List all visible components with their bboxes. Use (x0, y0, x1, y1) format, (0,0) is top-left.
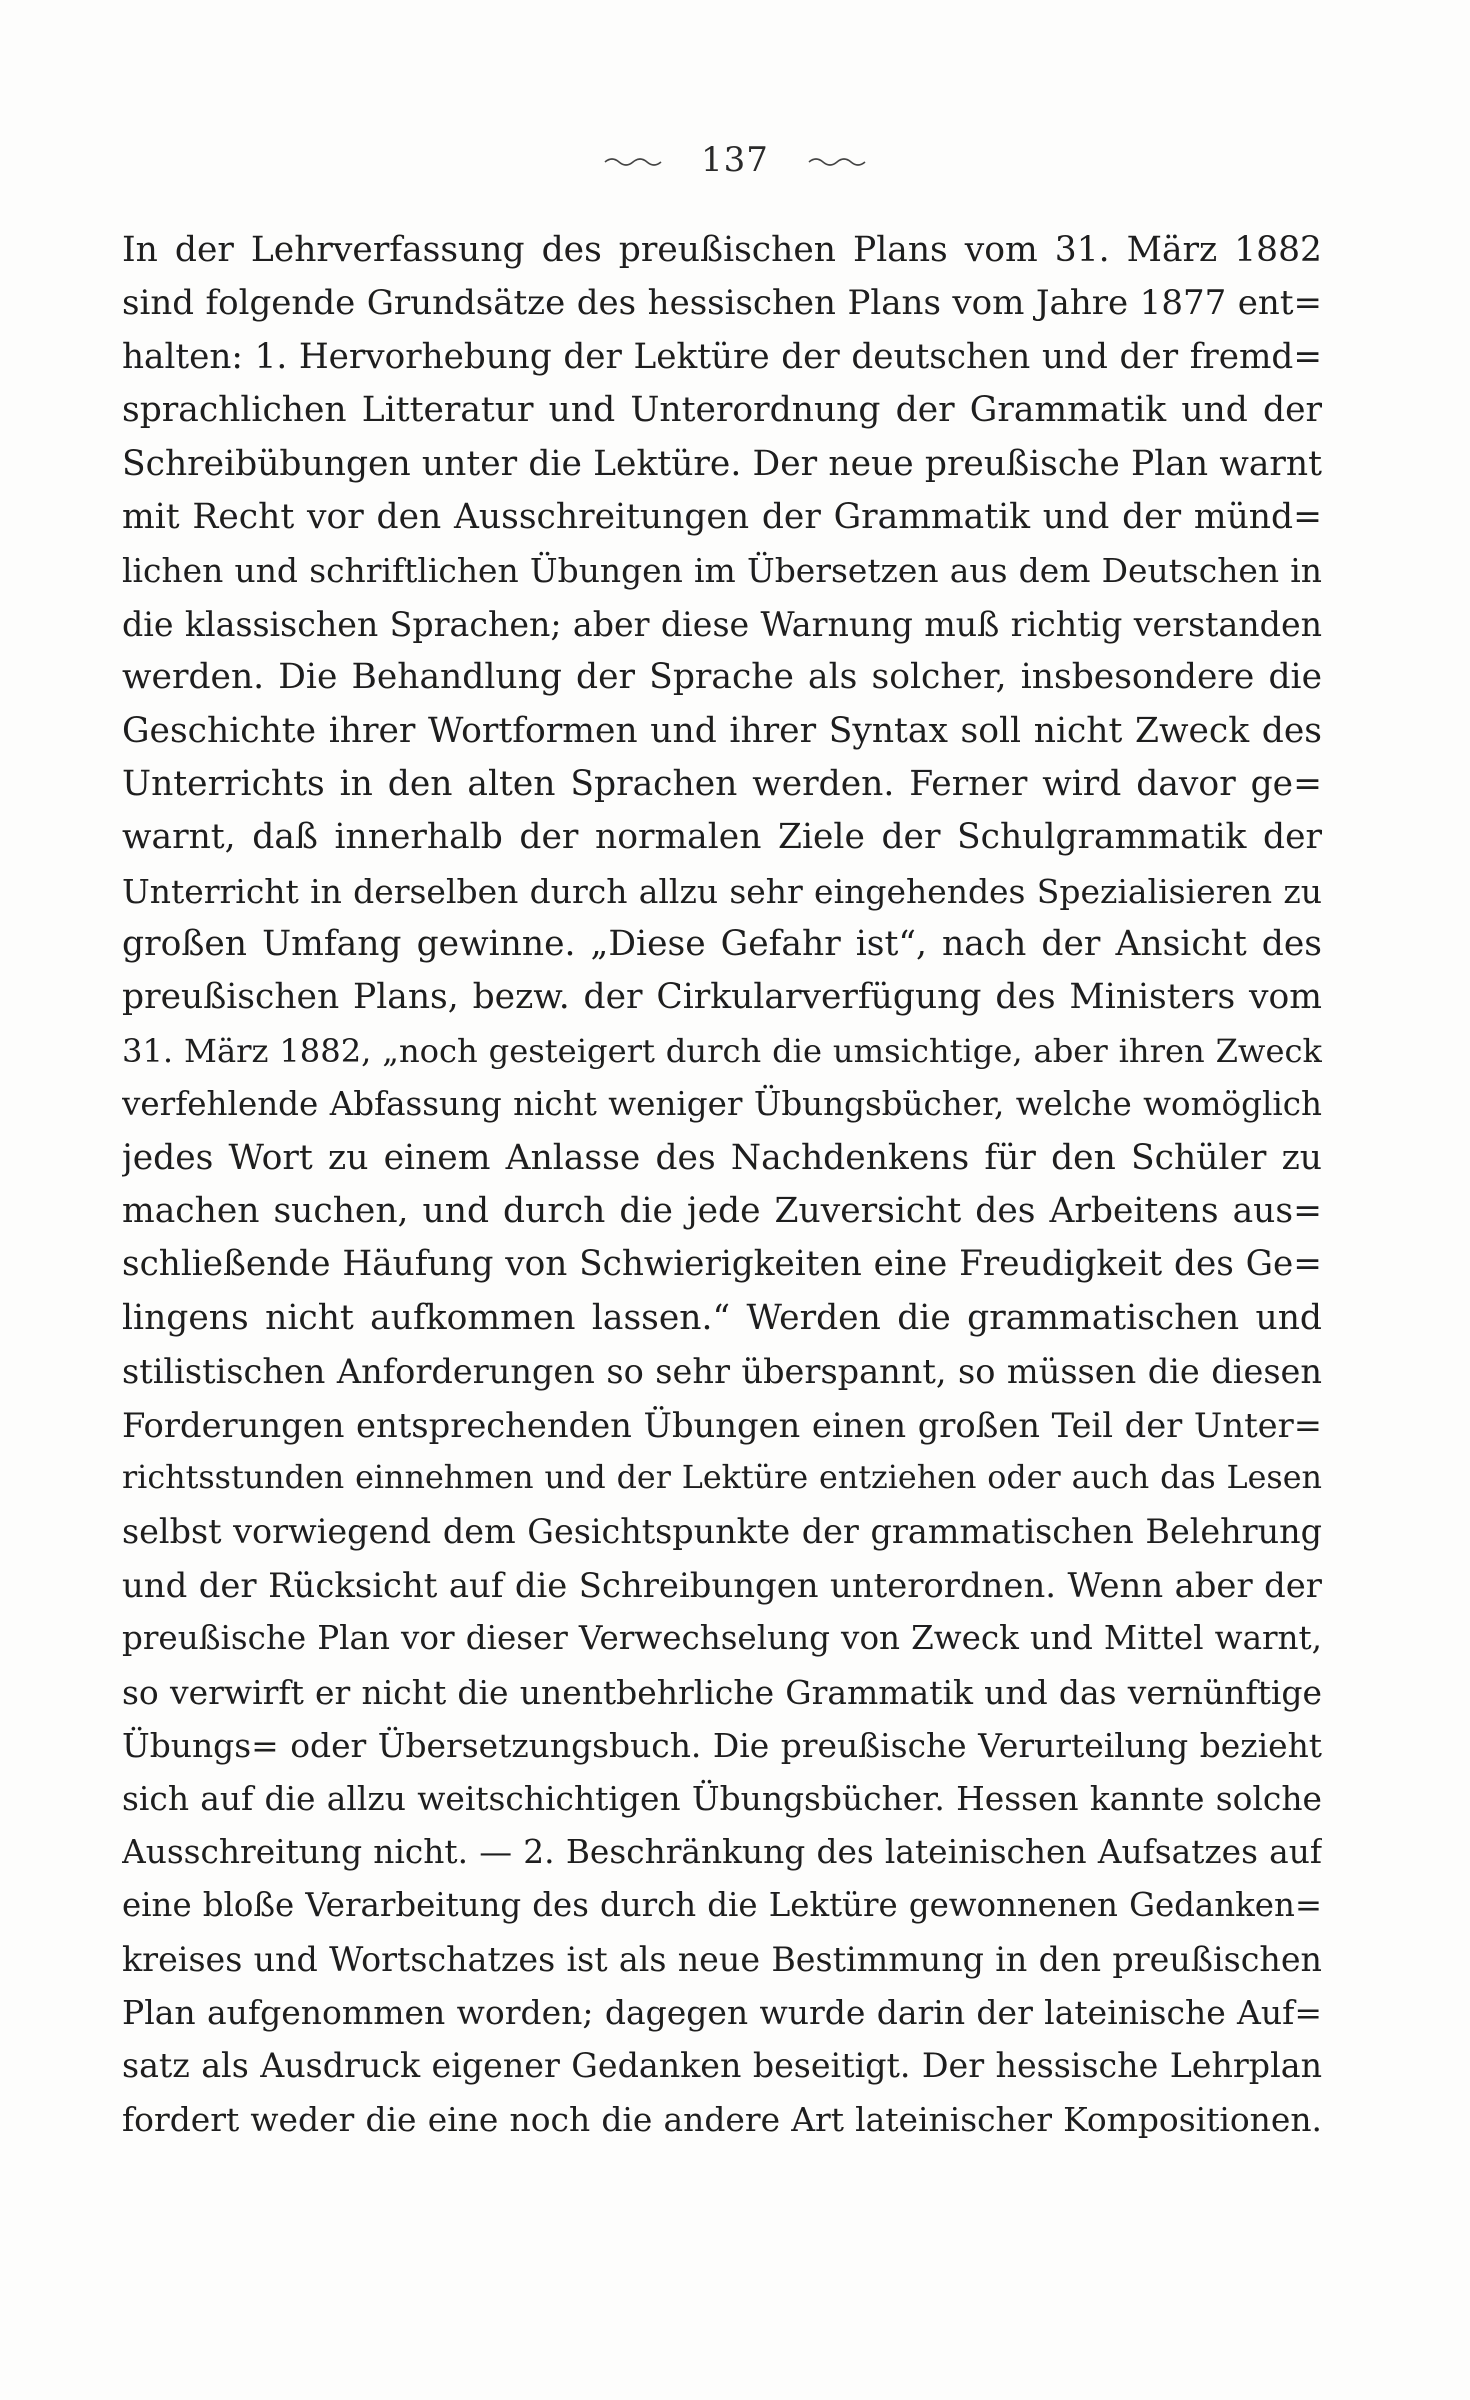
text-line: Ausschreitung nicht. — 2. Beschränkung des lateinischen Aufsatzes auf (122, 1832, 1322, 1871)
text-line: Unterrichts in den alten Sprachen werden. Ferner wird davor ge= (122, 763, 1322, 804)
text-line: jedes Wort zu einem Anlasse des Nachdenkens für den Schüler zu (122, 1137, 1322, 1178)
text-line: lichen und schriftlichen Übungen im Übersetzen aus dem Deutschen in (122, 551, 1322, 591)
text-line: eine bloße Verarbeitung des durch die Lektüre gewonnenen Gedanken= (122, 1886, 1322, 1925)
text-line: richtsstunden einnehmen und der Lektüre entziehen oder auch das Lesen (122, 1459, 1322, 1496)
text-line: so verwirft er nicht die unentbehrliche Grammatik und das vernünftige (122, 1672, 1322, 1712)
text-line: mit Recht vor den Ausschreitungen der Grammatik und der münd= (122, 496, 1322, 537)
ornament-right-icon (807, 155, 867, 169)
text-line: verfehlende Abfassung nicht weniger Übungsbücher, welche womöglich (122, 1085, 1322, 1124)
text-line: machen suchen, und durch die jede Zuversicht des Arbeitens aus= (122, 1191, 1322, 1232)
text-line: werden. Die Behandlung der Sprache als solcher, insbesondere die (122, 657, 1322, 698)
text-line: sich auf die allzu weitschichtigen Übungsbücher. Hessen kannte solche (122, 1779, 1322, 1819)
text-line: schließende Häufung von Schwierigkeiten eine Freudigkeit des Ge= (122, 1244, 1322, 1285)
text-line: Forderungen entsprechenden Übungen einen großen Teil der Unter= (122, 1405, 1322, 1445)
text-line: und der Rücksicht auf die Schreibungen unterordnen. Wenn aber der (122, 1565, 1322, 1605)
text-line: Geschichte ihrer Wortformen und ihrer Syntax soll nicht Zweck des (122, 710, 1322, 751)
text-line: selbst vorwiegend dem Gesichtspunkte der grammatischen Belehrung (122, 1512, 1322, 1552)
text-line: Plan aufgenommen worden; dagegen wurde darin der lateinische Auf= (122, 1992, 1322, 2032)
text-line: preußischen Plans, bezw. der Cirkularverfügung des Ministers vom (122, 977, 1322, 1018)
text-line: fordert weder die eine noch die andere Art lateinischer Kompositionen. (122, 2099, 1322, 2139)
text-line: Unterricht in derselben durch allzu sehr eingehendes Spezialisieren zu (122, 871, 1322, 911)
text-line: stilistischen Anforderungen so sehr überspannt, so müssen die diesen (122, 1352, 1322, 1392)
page-number: 137 (701, 140, 769, 180)
page-header (0, 140, 1470, 180)
text-line: sind folgende Grundsätze des hessischen Plans vom Jahre 1877 ent= (122, 283, 1322, 324)
text-line: großen Umfang gewinne. „Diese Gefahr ist“, nach der Ansicht des (122, 924, 1322, 965)
ornament-left-icon (603, 155, 663, 169)
text-line: die klassischen Sprachen; aber diese Warnung muß richtig verstanden (122, 604, 1322, 644)
text-line: kreises und Wortschatzes ist als neue Bestimmung in den preußischen (122, 1939, 1322, 1979)
text-line: warnt, daß innerhalb der normalen Ziele der Schulgrammatik der (122, 817, 1322, 858)
text-line: preußische Plan vor dieser Verwechselung von Zweck und Mittel warnt, (122, 1619, 1322, 1658)
text-line: Übungs= oder Übersetzungsbuch. Die preußische Verurteilung bezieht (122, 1725, 1322, 1765)
text-line: sprachlichen Litteratur und Unterordnung der Grammatik und der (122, 390, 1322, 431)
text-line: Schreibübungen unter die Lektüre. Der neue preußische Plan warnt (122, 443, 1322, 484)
text-line: 31. März 1882, „noch gesteigert durch die umsichtige, aber ihren Zweck (122, 1031, 1322, 1070)
text-line: halten: 1. Hervorhebung der Lektüre der deutschen und der fremd= (122, 336, 1322, 377)
text-line: In der Lehrverfassung des preußischen Plans vom 31. März 1882 (122, 230, 1322, 270)
body-paragraph (122, 224, 1322, 2146)
text-line: lingens nicht aufkommen lassen.“ Werden die grammatischen und (122, 1297, 1322, 1338)
text-line: satz als Ausdruck eigener Gedanken beseitigt. Der hessische Lehrplan (122, 2046, 1322, 2086)
